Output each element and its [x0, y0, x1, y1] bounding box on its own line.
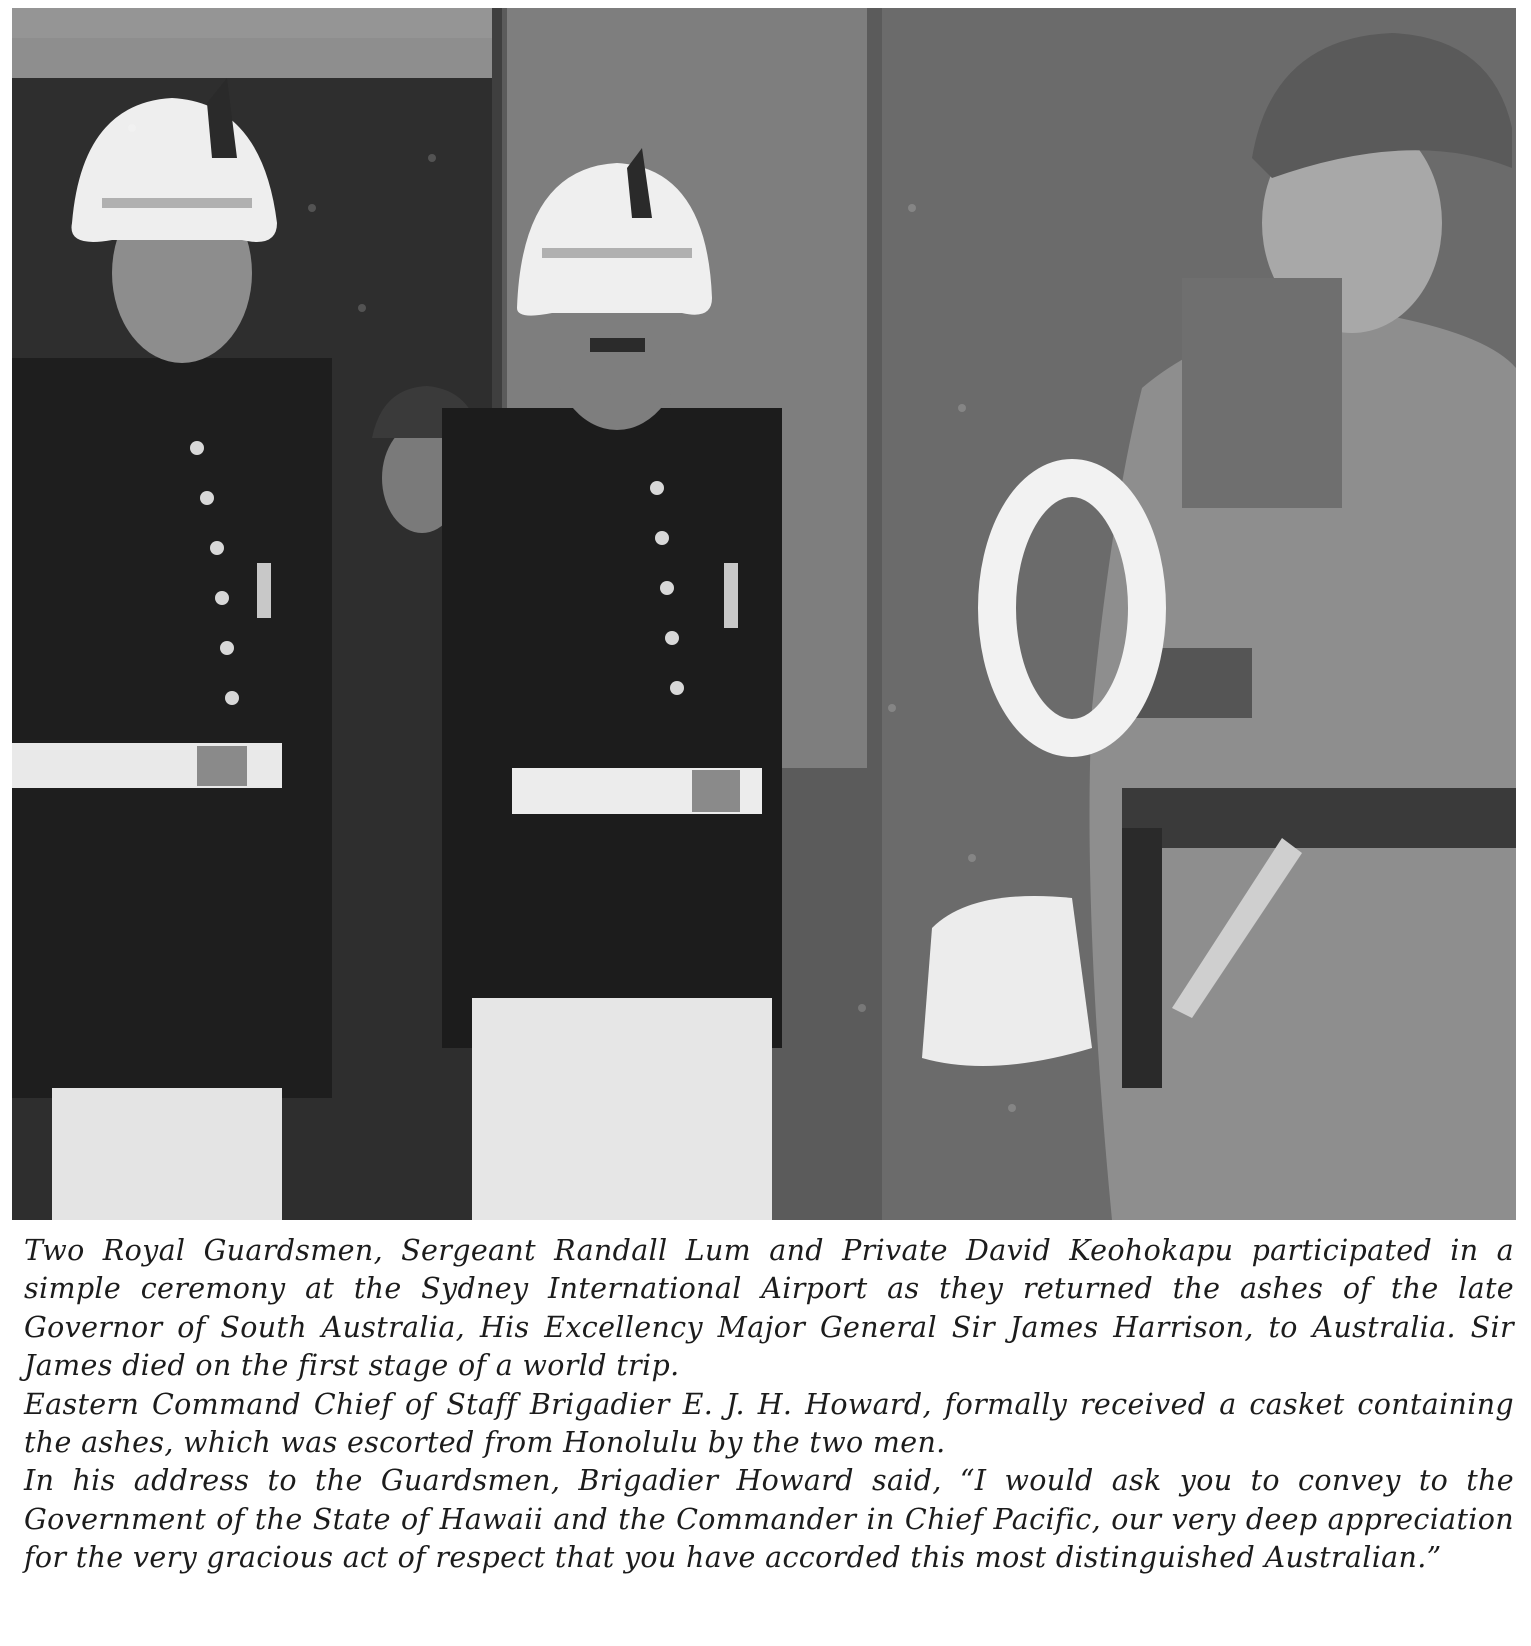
ceremony-photo [12, 8, 1516, 1220]
caption-paragraph-1: Two Royal Guardsmen, Sergeant Randall Lum and Private David Keohokapu participated in a simple ceremony at the Sydney International Airport as they returned the ashes of the late Governor of South Australia, His Excellency Major General Sir James Harrison, to Australia. Sir James died on the first stage of a world trip. [24, 1234, 1514, 1383]
caption-paragraph-2: Eastern Command Chief of Staff Brigadier E. J. H. Howard, formally received a casket containing the ashes, which was escorted from Honolulu by the two men. [24, 1387, 1514, 1460]
ceremony-photo-illustration [12, 8, 1516, 1220]
photo-caption [24, 1232, 1514, 1578]
caption-paragraph-3: In his address to the Guardsmen, Brigadier Howard said, “I would ask you to convey to the Government of the State of Hawaii and the Commander in Chief Pacific, our very deep appreciation for the very gracious act of respect that you have accorded this most distinguished Australian.” [24, 1464, 1514, 1575]
